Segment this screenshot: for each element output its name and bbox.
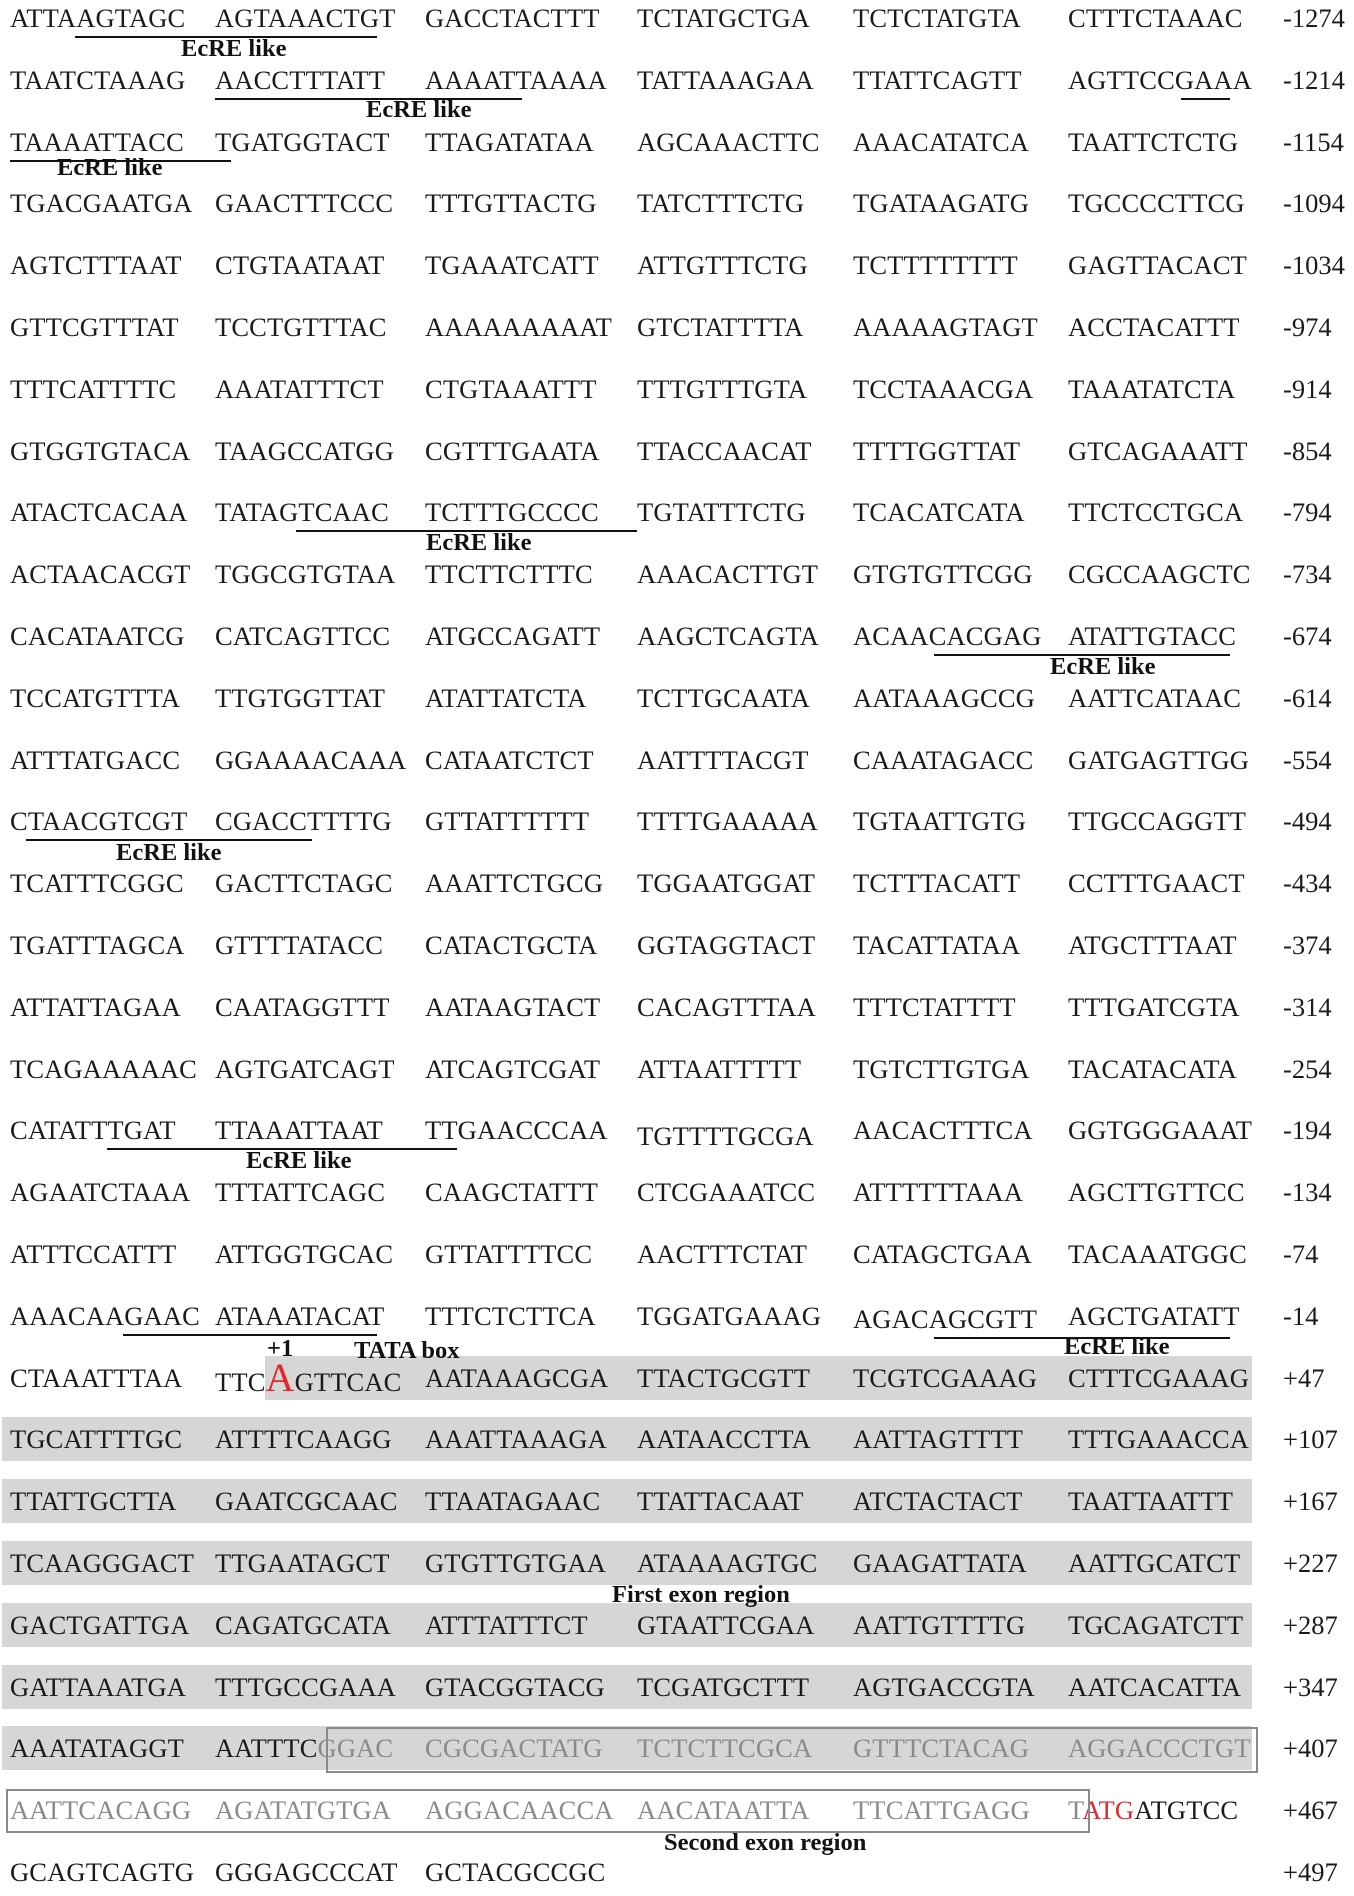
sequence-block: GTGTGTTCGG [853, 559, 1033, 590]
sequence-block: AAACATATCA [853, 126, 1030, 157]
sequence-block: GATGAGTTGG [1068, 744, 1250, 775]
sequence-row [0, 1354, 1354, 1402]
position-label: +47 [1283, 1362, 1325, 1393]
sequence-block: ATGCTTTAAT [1068, 930, 1237, 960]
sequence-block: CGCGACTATG [425, 1733, 603, 1764]
sequence-block: TTTTGAAAAA [637, 806, 819, 837]
sequence-block: ATTATTAGAA [10, 991, 181, 1022]
sequence-block: TATGATGTCC [1068, 1795, 1239, 1826]
motif-underline [123, 1334, 377, 1336]
sequence-row [0, 249, 1354, 289]
sequence-block: CATAATCTCT [425, 744, 594, 775]
sequence-block: GTTTCTACAG [853, 1733, 1030, 1764]
sequence-block: AATTCATAAC [1068, 682, 1242, 713]
sequence-block: TTGCCAGGTT [1068, 806, 1247, 837]
sequence-block: TGATGGTACT [215, 126, 390, 157]
sequence-block: TGTATTTCTG [637, 497, 806, 528]
sequence-block: TTAAATTAAT [215, 1115, 384, 1146]
sequence-block: GAAGATTATA [853, 1548, 1027, 1578]
sequence-block: AAAAAGTAGT [853, 312, 1038, 342]
sequence-block: GGAAAACAAA [215, 744, 407, 775]
sequence-block: TTTGTTACTG [425, 188, 597, 219]
sequence-block: GTTATTTTTT [425, 806, 590, 837]
position-label: +287 [1283, 1609, 1338, 1640]
sequence-block: ATTTATGACC [10, 744, 181, 775]
sequence-block: TTCATTGAGG [853, 1795, 1030, 1826]
sequence-block: TCGTCGAAAG [853, 1362, 1038, 1393]
sequence-block: AGTGACCGTA [853, 1671, 1035, 1702]
position-label: -1034 [1283, 250, 1345, 281]
position-label: -1094 [1283, 188, 1345, 219]
sequence-block: AGATATGTGA [215, 1795, 392, 1826]
sequence-block: TGTCTTGTGA [853, 1053, 1030, 1084]
position-label: -674 [1283, 621, 1332, 651]
position-label: -614 [1283, 682, 1332, 713]
position-label: -254 [1283, 1053, 1332, 1084]
sequence-block: TTTATTCAGC [215, 1177, 386, 1208]
sequence-block: GCTACGCCGC [425, 1857, 606, 1887]
sequence-block: TGATAAGATG [853, 188, 1030, 219]
sequence-block: TTTGCCGAAA [215, 1671, 397, 1702]
sequence-block: TGGCGTGTAA [215, 559, 396, 590]
exon-shading [2, 1417, 1252, 1461]
sequence-block: TTACTGCGTT [637, 1362, 811, 1393]
sequence-block: TGTTTTGCGA [637, 1121, 814, 1152]
sequence-block: TACAAATGGC [1068, 1239, 1247, 1269]
sequence-block: AATTTCGGAC [215, 1733, 394, 1764]
sequence-block: TTTGTTTGTA [637, 373, 808, 404]
sequence-block: TATAGTCAAC [215, 497, 389, 528]
sequence-block: TCCATGTTTA [10, 682, 181, 713]
sequence-row [0, 1609, 1354, 1649]
ecre-like-label: EcRE like [116, 839, 222, 866]
sequence-block: TCACATCATA [853, 497, 1025, 528]
position-label: -1214 [1283, 64, 1345, 95]
motif-underline [1181, 98, 1230, 100]
sequence-block: AATAAAGCGA [425, 1362, 609, 1393]
tss-label: +1 [267, 1335, 294, 1362]
sequence-row [0, 1856, 1354, 1896]
sequence-block: ATCTACTACT [853, 1486, 1023, 1517]
position-label: +497 [1283, 1857, 1338, 1887]
first-exon-label: First exon region [612, 1581, 790, 1608]
sequence-block: AATTAGTTTT [853, 1424, 1024, 1455]
sequence-row [0, 991, 1354, 1031]
sequence-block: AATTGCATCT [1068, 1548, 1241, 1578]
sequence-block: CGCCAAGCTC [1068, 559, 1251, 590]
sequence-row [0, 311, 1354, 351]
sequence-row [0, 1053, 1354, 1093]
sequence-block: AGGACCCTGT [1068, 1733, 1251, 1764]
sequence-block: TAAAATTACC [10, 126, 184, 157]
sequence-block: TCATTTCGGC [10, 868, 184, 899]
sequence-block: CTGTAATAAT [215, 250, 385, 281]
sequence-block: GATTAAATGA [10, 1671, 187, 1702]
sequence-block: TCAGAAAAAC [10, 1053, 197, 1084]
position-label: -554 [1283, 744, 1332, 775]
sequence-block: ATATTATCTA [425, 682, 587, 713]
sequence-block: AATTGTTTTG [853, 1609, 1026, 1640]
sequence-block: AGTCTTTAAT [10, 250, 182, 281]
sequence-block: TATCTTTCTG [637, 188, 805, 219]
sequence-block: CGACCTTTTG [215, 806, 392, 837]
sequence-block: ATTAAGTAGC [10, 3, 186, 33]
sequence-block: GTTCGTTTAT [10, 312, 179, 342]
position-label: +107 [1283, 1424, 1338, 1455]
sequence-block: CAGATGCATA [215, 1609, 392, 1640]
sequence-block: ATGCCAGATT [425, 621, 601, 651]
sequence-block: AACTTTCTAT [637, 1239, 808, 1269]
sequence-block: TACATACATA [1068, 1053, 1237, 1084]
position-label: -854 [1283, 435, 1332, 466]
sequence-block: TGCCCCTTCG [1068, 188, 1245, 219]
sequence-block: AGTAAACTGT [215, 3, 396, 33]
sequence-block: CTGTAAATTT [425, 373, 597, 404]
ecre-like-label: EcRE like [57, 154, 163, 181]
ecre-like-label: EcRE like [426, 529, 532, 556]
sequence-block: CGTTTGAATA [425, 435, 600, 466]
sequence-row [0, 1238, 1354, 1278]
sequence-block: AGCTTGTTCC [1068, 1177, 1245, 1208]
sequence-block: TACATTATAA [853, 930, 1021, 960]
sequence-block: TTTGATCGTA [1068, 991, 1240, 1022]
position-label: -1154 [1283, 126, 1344, 157]
sequence-block: CAAATAGACC [853, 744, 1034, 775]
sequence-block: TCTCTATGTA [853, 3, 1022, 33]
sequence-block: TAAGCCATGG [215, 435, 394, 466]
position-label: -194 [1283, 1115, 1332, 1146]
sequence-block: TGTAATTGTG [853, 806, 1027, 837]
sequence-block: TGCATTTTGC [10, 1424, 183, 1455]
sequence-block: GTGTTGTGAA [425, 1548, 607, 1578]
sequence-block: CATACTGCTA [425, 930, 598, 960]
ecre-like-label: EcRE like [1050, 653, 1156, 680]
sequence-block: TAATCTAAAG [10, 64, 186, 95]
ecre-like-label: EcRE like [246, 1147, 352, 1174]
sequence-block: AGCAAACTTC [637, 126, 820, 157]
sequence-block: TCTATGCTGA [637, 3, 811, 33]
sequence-block: CATAGCTGAA [853, 1239, 1032, 1269]
sequence-block: TTTGAAACCA [1068, 1424, 1250, 1455]
position-label: -374 [1283, 930, 1332, 960]
sequence-block: TTAATAGAAC [425, 1486, 601, 1517]
sequence-block: TCTCTTCGCA [637, 1733, 813, 1764]
sequence-row [0, 929, 1354, 969]
sequence-block: TAATTAATTT [1068, 1486, 1234, 1517]
sequence-block: TTATTCAGTT [853, 64, 1022, 95]
sequence-block: GTGGTGTACA [10, 435, 191, 466]
second-exon-box [6, 1789, 1090, 1833]
sequence-block: CTTTCGAAAG [1068, 1362, 1250, 1393]
sequence-block: AATCACATTA [1068, 1671, 1242, 1702]
sequence-block: TTAGATATAA [425, 126, 594, 157]
position-label: -734 [1283, 559, 1332, 590]
sequence-block: AATAACCTTA [637, 1424, 811, 1455]
sequence-block: AATTTTACGT [637, 744, 809, 775]
sequence-block: AATAAGTACT [425, 991, 601, 1022]
sequence-block: ACTAACACGT [10, 559, 191, 590]
sequence-block: CTAACGTCGT [10, 806, 188, 837]
position-label: -314 [1283, 991, 1332, 1022]
sequence-block: TCTTTACATT [853, 868, 1021, 899]
sequence-block: AAGCTCAGTA [637, 621, 819, 651]
sequence-block: TAATTCTCTG [1068, 126, 1239, 157]
sequence-block: TCCTGTTTAC [215, 312, 387, 342]
sequence-block: GACTTCTAGC [215, 868, 393, 899]
sequence-block: AACCTTTATT [215, 64, 386, 95]
sequence-block: AATAAAGCCG [853, 682, 1035, 713]
position-label: -1274 [1283, 3, 1345, 33]
sequence-block: ACAACACGAG [853, 621, 1042, 651]
sequence-block: GGTAGGTACT [637, 930, 816, 960]
sequence-block: TTGAATAGCT [215, 1548, 390, 1578]
sequence-block: TGGATGAAAG [637, 1300, 822, 1331]
sequence-block: GAACTTTCCC [215, 188, 394, 219]
sequence-block: ATCAGTCGAT [425, 1053, 601, 1084]
sequence-block: AGTTCCGAAA [1068, 64, 1253, 95]
sequence-block: CAAGCTATTT [425, 1177, 599, 1208]
sequence-block: TTATTACAAT [637, 1486, 804, 1517]
sequence-block: TTGAACCCAA [425, 1115, 608, 1146]
sequence-block: TTACCAACAT [637, 435, 812, 466]
sequence-block: TCCTAAACGA [853, 373, 1034, 404]
sequence-block: GGGAGCCCAT [215, 1857, 398, 1887]
sequence-block: TTCAGTTCAC [215, 1354, 402, 1400]
sequence-block: ATTAATTTTT [637, 1053, 802, 1084]
sequence-block: AATTCACAGG [10, 1795, 192, 1826]
sequence-block: ACCTACATTT [1068, 312, 1240, 342]
sequence-block: GTACGGTACG [425, 1671, 605, 1702]
sequence-block: AGACAGCGTT [853, 1303, 1038, 1334]
sequence-row [0, 744, 1354, 784]
sequence-block: GAATCGCAAC [215, 1486, 398, 1517]
position-label: -74 [1283, 1239, 1319, 1269]
sequence-block: AAATATTTCT [215, 373, 384, 404]
sequence-block: TGATTTAGCA [10, 930, 185, 960]
sequence-block: TCGATGCTTT [637, 1671, 810, 1702]
sequence-block: CTCGAAATCC [637, 1177, 816, 1208]
sequence-block: AGCTGATATT [1068, 1300, 1240, 1331]
sequence-block: ATTTTTTAAA [853, 1177, 1024, 1208]
sequence-block: CTAAATTTAA [10, 1362, 183, 1393]
sequence-block: AAATTCTGCG [425, 868, 604, 899]
ecre-like-label: EcRE like [366, 96, 472, 123]
sequence-block: GTCTATTTTA [637, 312, 804, 342]
sequence-row [0, 373, 1354, 413]
sequence-block: AAACACTTGT [637, 559, 819, 590]
exon-shading [2, 1479, 1252, 1523]
sequence-block: AACATAATTA [637, 1795, 810, 1826]
sequence-block: CTTTCTAAAC [1068, 3, 1243, 33]
sequence-block: TTTCTCTTCA [425, 1300, 596, 1331]
position-label: -794 [1283, 497, 1332, 528]
sequence-block: AAATTAAAGA [425, 1424, 607, 1455]
sequence-row [0, 1423, 1354, 1463]
sequence-block: ATACTCACAA [10, 497, 188, 528]
sequence-block: ATTGTTTCTG [637, 250, 808, 281]
sequence-block: AAAATTAAAA [425, 64, 607, 95]
position-label: -914 [1283, 373, 1332, 404]
sequence-row [0, 1485, 1354, 1525]
position-label: +227 [1283, 1548, 1338, 1578]
position-label: -134 [1283, 1177, 1332, 1208]
sequence-row [0, 682, 1354, 722]
sequence-block: GAGTTACACT [1068, 250, 1247, 281]
sequence-block: ATTTCCATTT [10, 1239, 177, 1269]
position-label: -14 [1283, 1300, 1319, 1331]
sequence-block: GCAGTCAGTG [10, 1857, 195, 1887]
sequence-row [0, 64, 1354, 104]
sequence-block: CAATAGGTTT [215, 991, 390, 1022]
sequence-block: ATAAATACAT [215, 1300, 385, 1331]
sequence-block: GTTATTTTCC [425, 1239, 593, 1269]
sequence-block: ATTGGTGCAC [215, 1239, 394, 1269]
sequence-row [0, 867, 1354, 907]
sequence-block: GGTGGGAAAT [1068, 1115, 1253, 1146]
sequence-block: GTTTTATACC [215, 930, 384, 960]
second-exon-box [326, 1727, 1258, 1773]
sequence-block: TCTTGCAATA [637, 682, 811, 713]
sequence-block: TTTTGGTTAT [853, 435, 1021, 466]
ecre-like-label: EcRE like [181, 35, 287, 62]
sequence-block: AGTGATCAGT [215, 1053, 395, 1084]
sequence-row [0, 187, 1354, 227]
sequence-block: TTCTCCTGCA [1068, 497, 1244, 528]
position-label: -434 [1283, 868, 1332, 899]
position-label: +407 [1283, 1733, 1338, 1764]
sequence-block: GACCTACTTT [425, 3, 600, 33]
sequence-block: CATATTTGAT [10, 1115, 176, 1146]
sequence-block: ATATTGTACC [1068, 621, 1237, 651]
sequence-row [0, 558, 1354, 598]
sequence-block: TCTTTGCCCC [425, 497, 599, 528]
sequence-block: TTGTGGTTAT [215, 682, 386, 713]
second-exon-label: Second exon region [664, 1829, 867, 1856]
sequence-row [0, 496, 1354, 536]
sequence-row [0, 435, 1354, 475]
sequence-block: TGGAATGGAT [637, 868, 816, 899]
position-label: +347 [1283, 1671, 1338, 1702]
sequence-block: GTAATTCGAA [637, 1609, 815, 1640]
sequence-block: AGAATCTAAA [10, 1177, 191, 1208]
position-label: +167 [1283, 1486, 1338, 1517]
sequence-block: TTTCTATTTT [853, 991, 1016, 1022]
sequence-block: CATCAGTTCC [215, 621, 391, 651]
sequence-row [0, 1176, 1354, 1216]
sequence-block: ATAAAAGTGC [637, 1548, 818, 1578]
ecre-like-label: EcRE like [1064, 1333, 1170, 1360]
sequence-block: TGCAGATCTT [1068, 1609, 1244, 1640]
sequence-block: CCTTTGAACT [1068, 868, 1245, 899]
sequence-block: TTCTTCTTTC [425, 559, 593, 590]
sequence-block: TAAATATCTA [1068, 373, 1236, 404]
sequence-block: TGACGAATGA [10, 188, 193, 219]
sequence-block: CACAGTTTAA [637, 991, 816, 1022]
tata-box-label: TATA box [354, 1337, 460, 1364]
sequence-row [0, 1671, 1354, 1711]
sequence-block: TCAAGGGACT [10, 1548, 195, 1578]
sequence-block: AACACTTTCA [853, 1115, 1033, 1146]
sequence-block: GTCAGAAATT [1068, 435, 1248, 466]
position-label: -494 [1283, 806, 1332, 837]
sequence-block: ATTTATTTCT [425, 1609, 588, 1640]
sequence-block: AAAAAAAAAT [425, 312, 612, 342]
position-label: -974 [1283, 312, 1332, 342]
sequence-block: TTATTGCTTA [10, 1486, 177, 1517]
position-label: +467 [1283, 1795, 1338, 1826]
sequence-block: TTTCATTTTC [10, 373, 177, 404]
sequence-block: AAACAAGAAC [10, 1300, 200, 1331]
sequence-block: CACATAATCG [10, 621, 185, 651]
sequence-block: TGAAATCATT [425, 250, 599, 281]
sequence-block: AAATATAGGT [10, 1733, 184, 1764]
exon-shading [2, 1665, 1252, 1709]
sequence-block: ATTTTCAAGG [215, 1424, 392, 1455]
sequence-block: TCTTTTTTTT [853, 250, 1018, 281]
sequence-block: AGGACAACCA [425, 1795, 614, 1826]
sequence-block: GACTGATTGA [10, 1609, 190, 1640]
sequence-block: TATTAAAGAA [637, 64, 814, 95]
